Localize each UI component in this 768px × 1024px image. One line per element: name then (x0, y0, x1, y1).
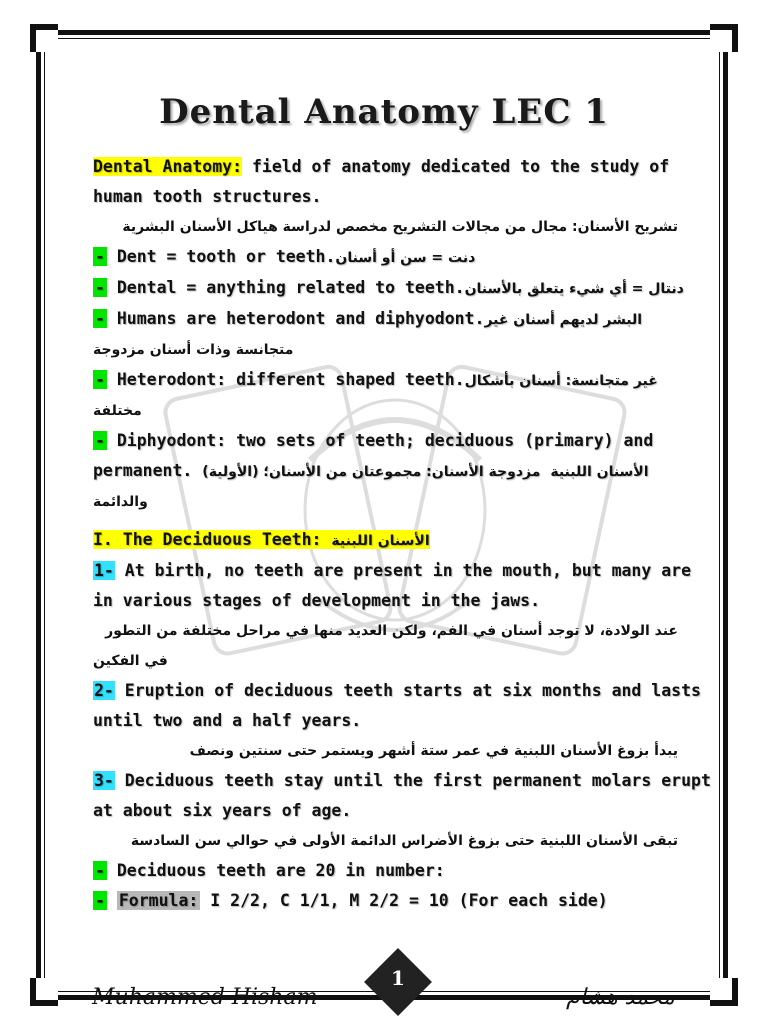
bullet-arabic-inline: (الأولية) الأسنان اللبنية (202, 464, 649, 480)
point-3-line-2: at about six years of age. (93, 801, 352, 820)
bullet-marker: - (95, 278, 105, 297)
bullet-diphyodont-arabic-cont: والدائمة (93, 494, 148, 510)
author-signature-ar: محمد هشام (566, 985, 675, 1010)
bullet-text: Diphyodont: two sets of teeth; deciduous (primary) and (106, 431, 654, 450)
bullet-heterodont-arabic-cont: مختلفة (93, 403, 142, 419)
frame-corner (30, 24, 58, 52)
bullet-marker: - (95, 891, 105, 910)
author-signature-en: Muhammed Hisham (92, 985, 318, 1010)
bullet-marker: - (95, 309, 105, 328)
page-number: 1 (391, 966, 405, 990)
intro-line-2: human tooth structures. (93, 187, 322, 206)
bullet-marker: - (95, 247, 105, 266)
bullet-text: permanent. (93, 461, 193, 480)
bullet-arabic: دنت = سن أو أسنان (335, 250, 476, 266)
bullet-humans (93, 304, 678, 335)
bullet-diphyodont (93, 426, 678, 456)
formula-label: Formula: (118, 891, 199, 910)
bullet-arabic: غير متجانسة: أسنان بأشكال (464, 373, 658, 389)
page-title: Dental Anatomy LEC 1 (159, 92, 609, 132)
intro-term: Dental Anatomy: (93, 157, 243, 176)
point-2-line-2: until two and a half years. (93, 711, 362, 730)
intro-arabic: تشريح الأسنان: مجال من مجالات التشريح مخصص لدراسة هياكل الأسنان البشرية (122, 219, 678, 235)
section-heading-text (93, 530, 430, 549)
bullet-formula (93, 886, 678, 916)
point-1-arabic: عند الولادة، لا توجد أسنان في الفم، ولكن العديد منها في مراحل مختلفة من التطور (105, 623, 678, 639)
bullet-heterodont (93, 365, 678, 396)
bullet-marker: - (95, 370, 105, 389)
section-heading-en: I. The Deciduous Teeth: (93, 530, 322, 549)
point-1-line-2: in various stages of development in the jaws. (93, 591, 541, 610)
frame-corner (30, 978, 58, 1006)
section-heading-ar: الأسنان اللبنية (331, 533, 430, 549)
frame-corner (710, 978, 738, 1006)
spacer (93, 517, 678, 525)
section-heading (93, 525, 678, 556)
frame-corner (710, 24, 738, 52)
point-2-arabic: يبدأ بزوغ الأسنان اللبنية في عمر ستة أشهر ويستمر حتى سنتين ونصف (189, 743, 678, 759)
point-number: 2- (94, 681, 114, 700)
point-2-line-1 (93, 676, 701, 706)
intro-text: field of anatomy dedicated to the study of (242, 157, 670, 176)
bullet-diphyodont-line-2 (93, 456, 678, 487)
formula-value: I 2/2, C 1/1, M 2/2 = 10 (For each side) (200, 891, 608, 910)
bullet-text: Humans are heterodont and diphyodont. (106, 309, 485, 328)
bullet-arabic: مزدوجة الأسنان: مجموعتان من الأسنان؛ (263, 464, 541, 480)
point-1-arabic-cont: في الفكين (93, 653, 168, 669)
bullet-text: Deciduous teeth are 20 in number: (106, 861, 445, 880)
point-text: Eruption of deciduous teeth starts at six months and lasts (114, 681, 701, 700)
point-text: At birth, no teeth are present in the mouth, but many are (114, 561, 692, 580)
bullet-arabic: البشر لديهم أسنان غير (484, 312, 643, 328)
bullet-arabic: دنتال = أي شيء يتعلق بالأسنان (464, 281, 684, 297)
main-content (93, 152, 711, 916)
point-3-arabic: تبقى الأسنان اللبنية حتى بزوغ الأضراس الدائمة الأولى في حوالي سن السادسة (130, 833, 678, 849)
bullet-text: Dental = anything related to teeth. (106, 278, 465, 297)
bullet-dent (93, 242, 678, 273)
bullet-count (93, 856, 678, 886)
point-number: 1- (94, 561, 114, 580)
bullet-text: Heterodont: different shaped teeth. (106, 370, 465, 389)
intro-line-1 (93, 152, 678, 182)
bullet-text: Dent = tooth or teeth. (106, 247, 336, 266)
bullet-marker: - (95, 861, 105, 880)
point-text: Deciduous teeth stay until the first permanent molars erupt (114, 771, 711, 790)
point-number: 3- (94, 771, 114, 790)
bullet-humans-arabic-cont: متجانسة وذات أسنان مزدوجة (93, 342, 294, 358)
bullet-marker: - (95, 431, 105, 450)
bullet-dental (93, 273, 684, 304)
point-3-line-1 (93, 766, 711, 796)
point-1-line-1 (93, 556, 692, 586)
